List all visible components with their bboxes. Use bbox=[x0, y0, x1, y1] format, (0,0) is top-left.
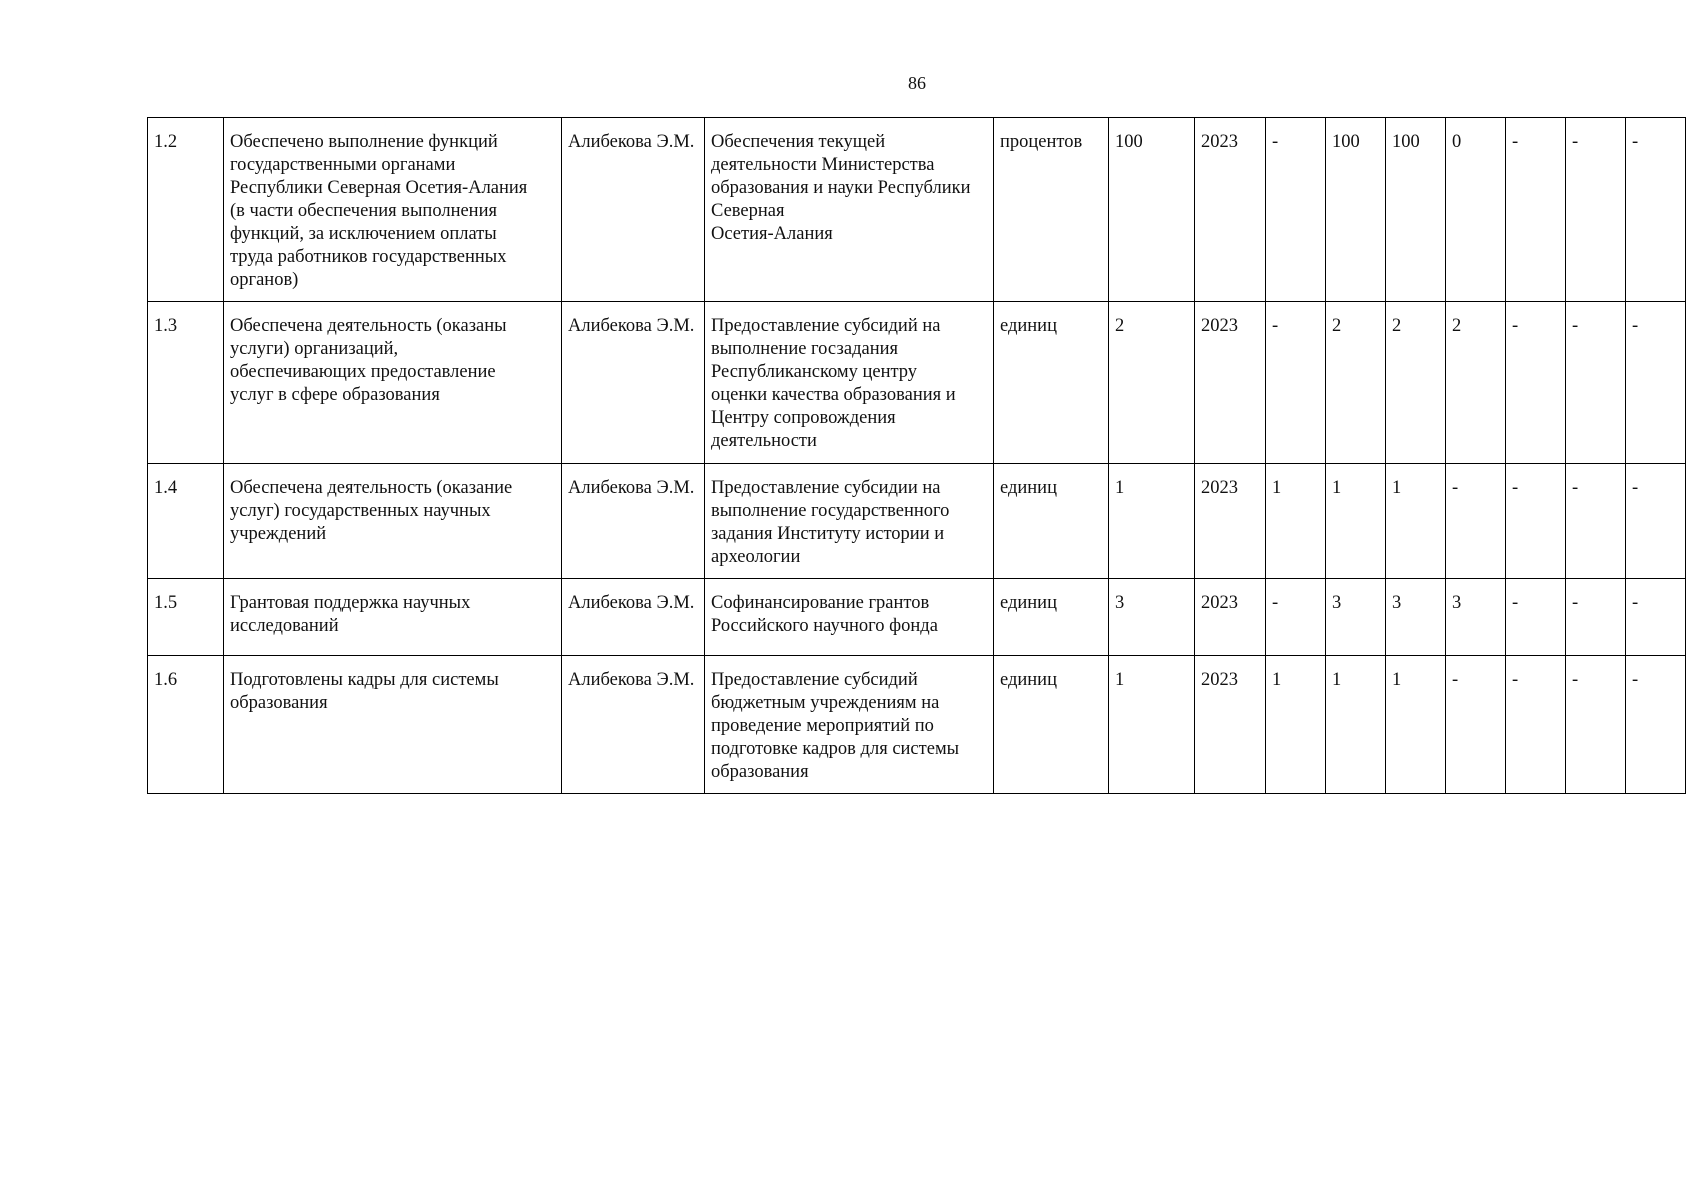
cell-num: 1.3 bbox=[148, 302, 224, 464]
cell-value: 1 bbox=[1386, 464, 1446, 579]
cell-responsible: Алибекова Э.М. bbox=[562, 464, 705, 579]
cell-base-year: 2023 bbox=[1195, 579, 1266, 656]
cell-value: - bbox=[1626, 579, 1686, 656]
cell-description: Предоставление субсидий на выполнение госзадания Республиканскому центру оценки качества образования и Центру сопровождения деятельности bbox=[705, 302, 994, 464]
page-number: 86 bbox=[908, 73, 926, 93]
cell-value: - bbox=[1626, 302, 1686, 464]
cell-value: 2 bbox=[1446, 302, 1506, 464]
cell-value: - bbox=[1446, 464, 1506, 579]
cell-value: - bbox=[1506, 118, 1566, 302]
cell-value: 3 bbox=[1386, 579, 1446, 656]
cell-value: - bbox=[1266, 302, 1326, 464]
cell-value: 1 bbox=[1386, 656, 1446, 794]
cell-value: 1 bbox=[1266, 464, 1326, 579]
cell-unit: единиц bbox=[994, 656, 1109, 794]
cell-base-year: 2023 bbox=[1195, 302, 1266, 464]
cell-base-value: 1 bbox=[1109, 464, 1195, 579]
cell-value: - bbox=[1626, 464, 1686, 579]
cell-base-year: 2023 bbox=[1195, 118, 1266, 302]
cell-value: - bbox=[1506, 579, 1566, 656]
cell-description: Обеспечения текущей деятельности Министерства образования и науки Республики Северная Осетия-Алания bbox=[705, 118, 994, 302]
cell-base-year: 2023 bbox=[1195, 464, 1266, 579]
cell-responsible: Алибекова Э.М. bbox=[562, 302, 705, 464]
cell-responsible: Алибекова Э.М. bbox=[562, 656, 705, 794]
cell-unit: единиц bbox=[994, 302, 1109, 464]
cell-base-value: 1 bbox=[1109, 656, 1195, 794]
cell-value: - bbox=[1626, 118, 1686, 302]
cell-name: Обеспечена деятельность (оказание услуг) государственных научных учреждений bbox=[224, 464, 562, 579]
cell-description: Предоставление субсидий бюджетным учреждениям на проведение мероприятий по подготовке кадров для системы образования bbox=[705, 656, 994, 794]
cell-base-value: 2 bbox=[1109, 302, 1195, 464]
cell-value: - bbox=[1566, 579, 1626, 656]
table-row bbox=[148, 302, 1686, 464]
cell-value: 100 bbox=[1386, 118, 1446, 302]
cell-value: - bbox=[1266, 579, 1326, 656]
cell-value: - bbox=[1266, 118, 1326, 302]
cell-value: - bbox=[1566, 464, 1626, 579]
cell-num: 1.2 bbox=[148, 118, 224, 302]
cell-base-value: 100 bbox=[1109, 118, 1195, 302]
cell-value: 2 bbox=[1326, 302, 1386, 464]
cell-value: 3 bbox=[1326, 579, 1386, 656]
cell-value: 1 bbox=[1326, 464, 1386, 579]
cell-value: 2 bbox=[1386, 302, 1446, 464]
cell-responsible: Алибекова Э.М. bbox=[562, 118, 705, 302]
cell-num: 1.4 bbox=[148, 464, 224, 579]
cell-description: Предоставление субсидии на выполнение государственного задания Институту истории и археологии bbox=[705, 464, 994, 579]
cell-value: 3 bbox=[1446, 579, 1506, 656]
cell-unit: процентов bbox=[994, 118, 1109, 302]
cell-value: 100 bbox=[1326, 118, 1386, 302]
cell-value: - bbox=[1446, 656, 1506, 794]
cell-unit: единиц bbox=[994, 464, 1109, 579]
cell-value: 0 bbox=[1446, 118, 1506, 302]
cell-value: - bbox=[1566, 118, 1626, 302]
cell-unit: единиц bbox=[994, 579, 1109, 656]
cell-name: Обеспечено выполнение функций государственными органами Республики Северная Осетия-Алания (в части обеспечения выполнения функций, за исключением оплаты труда работников государственных органов) bbox=[224, 118, 562, 302]
cell-num: 1.5 bbox=[148, 579, 224, 656]
cell-name: Подготовлены кадры для системы образования bbox=[224, 656, 562, 794]
cell-name: Грантовая поддержка научных исследований bbox=[224, 579, 562, 656]
cell-base-value: 3 bbox=[1109, 579, 1195, 656]
cell-value: 1 bbox=[1326, 656, 1386, 794]
cell-value: - bbox=[1566, 302, 1626, 464]
cell-name: Обеспечена деятельность (оказаны услуги) организаций, обеспечивающих предоставление услуг в сфере образования bbox=[224, 302, 562, 464]
measures-table bbox=[147, 117, 1686, 794]
cell-description: Софинансирование грантов Российского научного фонда bbox=[705, 579, 994, 656]
table-row bbox=[148, 656, 1686, 794]
table-row bbox=[148, 579, 1686, 656]
cell-base-year: 2023 bbox=[1195, 656, 1266, 794]
cell-value: - bbox=[1626, 656, 1686, 794]
cell-responsible: Алибекова Э.М. bbox=[562, 579, 705, 656]
cell-value: - bbox=[1506, 656, 1566, 794]
cell-value: 1 bbox=[1266, 656, 1326, 794]
table-row bbox=[148, 464, 1686, 579]
cell-value: - bbox=[1506, 464, 1566, 579]
cell-num: 1.6 bbox=[148, 656, 224, 794]
cell-value: - bbox=[1506, 302, 1566, 464]
cell-value: - bbox=[1566, 656, 1626, 794]
table-row bbox=[148, 118, 1686, 302]
